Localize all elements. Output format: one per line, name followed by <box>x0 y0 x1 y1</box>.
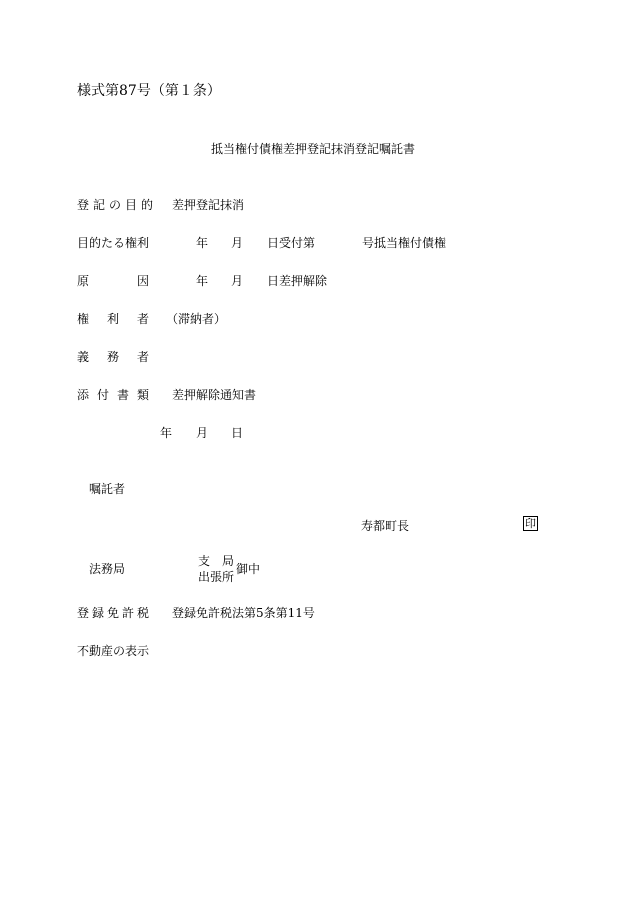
cause-month: 月 <box>231 274 244 288</box>
attachments-value: 差押解除通知書 <box>172 388 257 402</box>
target-right-month: 月 <box>231 236 244 250</box>
document-title: 抵当権付債権差押登記抹消登記嘱託書 <box>211 142 416 156</box>
right-holder-value: （滞納者） <box>166 312 227 326</box>
cause-year: 年 <box>196 274 209 288</box>
obligor-label: 義務者 <box>77 350 168 364</box>
form-number: 様式第87号（第１条） <box>77 83 221 99</box>
right-holder-label: 権利者 <box>77 312 168 326</box>
target-right-day-received: 日受付第 <box>267 236 316 250</box>
addressee-bureau: 法務局 <box>89 562 126 576</box>
commissioner-name: 寿都町長 <box>361 519 410 533</box>
target-right-label: 目的たる権利 <box>77 236 150 250</box>
commissioner-label: 嘱託者 <box>89 482 126 496</box>
addressee-office: 出張所 <box>198 570 235 584</box>
addressee-honorific: 御中 <box>236 562 261 576</box>
date-day: 日 <box>231 426 244 440</box>
addressee-branch: 支 局 <box>198 554 235 568</box>
seal-mark: 印 <box>525 517 536 530</box>
date-year: 年 <box>160 426 173 440</box>
purpose-label-text: 登記の目的 <box>77 198 158 212</box>
date-month: 月 <box>196 426 209 440</box>
purpose-label <box>77 198 158 212</box>
addressee-branch-stack <box>198 553 234 585</box>
cause-label: 原因 <box>77 274 198 288</box>
target-right-year: 年 <box>196 236 209 250</box>
target-right-suffix: 号抵当権付債権 <box>362 236 447 250</box>
purpose-value: 差押登記抹消 <box>172 198 245 212</box>
attachments-label: 添付書類 <box>77 388 158 402</box>
cause-suffix: 日差押解除 <box>267 274 328 288</box>
registration-tax-value: 登録免許税法第5条第11号 <box>172 606 315 620</box>
registration-tax-label: 登録免許税 <box>77 606 153 620</box>
property-label: 不動産の表示 <box>77 644 150 658</box>
